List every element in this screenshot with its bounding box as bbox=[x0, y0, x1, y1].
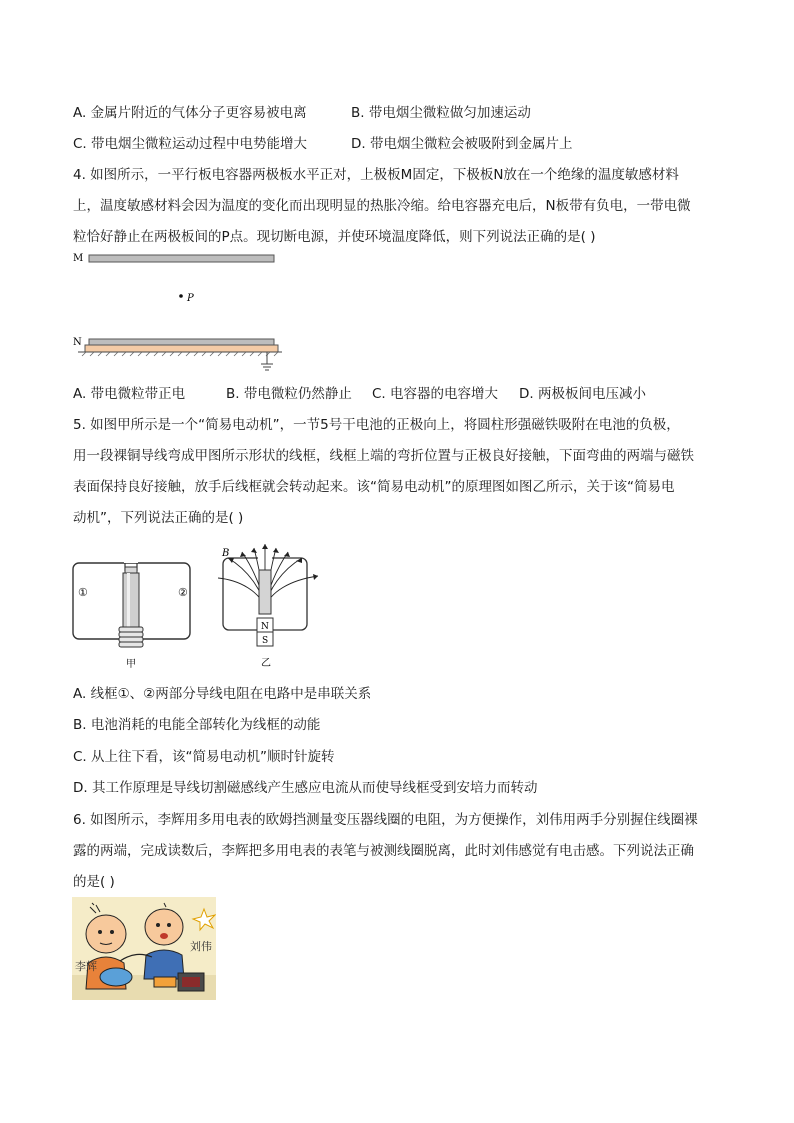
q6-stem-line-3: 的是( ) bbox=[73, 874, 115, 890]
q5-stem-line-4: 动机”，下列说法正确的是( ) bbox=[73, 510, 244, 526]
q5-stem-line-3: 表面保持良好接触，放手后线框就会转动起来。该“简易电动机”的原理图如图乙所示，关于该“简易电 bbox=[73, 479, 675, 495]
q3-option-d: D. 带电烟尘微粒会被吸附到金属片上 bbox=[351, 136, 573, 152]
cartoon-illustration bbox=[72, 897, 216, 1000]
q6-stem-line-1: 6. 如图所示，李辉用多用电表的欧姆挡测量变压器线圈的电阻，为方便操作，刘伟用两手分别握住线圈裸 bbox=[73, 812, 698, 828]
battery-terminal bbox=[125, 567, 137, 573]
label-s: S bbox=[262, 636, 269, 646]
q5-stem-line-2: 用一段裸铜导线弯成甲图所示形状的线框，线框上端的弯折位置与正极良好接触，下面弯曲的两端与磁铁 bbox=[73, 448, 694, 464]
plate-m bbox=[89, 255, 274, 262]
motor-figure-jia bbox=[70, 555, 195, 673]
label-n: N bbox=[261, 622, 269, 632]
plate-n-label: N bbox=[73, 337, 82, 348]
thermo-material bbox=[85, 345, 278, 352]
q5-option-b: B. 电池消耗的电能全部转化为线框的动能 bbox=[73, 717, 321, 733]
cartoon-svg bbox=[72, 897, 216, 1000]
capacitor-figure bbox=[70, 250, 290, 372]
battery-yi bbox=[259, 570, 271, 614]
q3-option-c: C. 带电烟尘微粒运动过程中电势能增大 bbox=[73, 136, 308, 152]
label-liuwei: 刘伟 bbox=[190, 940, 212, 953]
q3-option-a: A. 金属片附近的气体分子更容易被电离 bbox=[73, 105, 307, 121]
q4-stem-line-3: 粒恰好静止在两极板间的P点。现切断电源，并使环境温度降低，则下列说法正确的是( ) bbox=[73, 229, 596, 245]
q4-stem-line-1: 4. 如图所示，一平行板电容器两极板水平正对，上极板M固定，下极板N放在一个绝缘的温度敏感材料 bbox=[73, 167, 679, 183]
caption-yi: 乙 bbox=[261, 658, 271, 669]
q4-option-a: A. 带电微粒带正电 bbox=[73, 386, 186, 402]
label-b: B bbox=[222, 548, 230, 559]
multimeter bbox=[100, 968, 132, 986]
q5-option-d: D. 其工作原理是导线切割磁感线产生感应电流从而使导线框受到安培力而转动 bbox=[73, 780, 538, 796]
magnet-coil bbox=[119, 627, 143, 647]
ground-symbol bbox=[261, 352, 273, 370]
plate-n bbox=[89, 339, 274, 345]
q4-option-c: C. 电容器的电容增大 bbox=[372, 386, 499, 402]
point-p-label: P bbox=[187, 293, 194, 304]
point-p-dot bbox=[179, 294, 183, 298]
battery bbox=[123, 573, 139, 627]
plate-m-label: M bbox=[73, 253, 84, 264]
q4-stem-line-2: 上，温度敏感材料会因为温度的变化而出现明显的热胀冷缩。给电容器充电后，N板带有负电，一带电微 bbox=[73, 198, 691, 214]
q5-option-c: C. 从上往下看，该“简易电动机”顺时针旋转 bbox=[73, 749, 335, 765]
q3-option-b: B. 带电烟尘微粒做匀加速运动 bbox=[351, 105, 531, 121]
motor-figure-yi bbox=[218, 540, 330, 670]
ground-hatching bbox=[82, 352, 278, 356]
q6-stem-line-2: 露的两端，完成读数后，李辉把多用电表的表笔与被测线圈脱离，此时刘伟感觉有电击感。下列说法正确 bbox=[73, 843, 694, 859]
caption-jia: 甲 bbox=[126, 659, 136, 670]
label-circle-1: ① bbox=[78, 586, 88, 599]
q5-option-a: A. 线框①、②两部分导线电阻在电路中是串联关系 bbox=[73, 686, 372, 702]
q4-option-d: D. 两极板间电压减小 bbox=[519, 386, 646, 402]
q5-stem-line-1: 5. 如图甲所示是一个“简易电动机”，一节5号干电池的正极向上，将圆柱形强磁铁吸附在电池的负极， bbox=[73, 417, 680, 433]
label-lihui: 李辉 bbox=[75, 960, 97, 973]
label-circle-2: ② bbox=[178, 586, 188, 599]
q4-option-b: B. 带电微粒仍然静止 bbox=[226, 386, 352, 402]
